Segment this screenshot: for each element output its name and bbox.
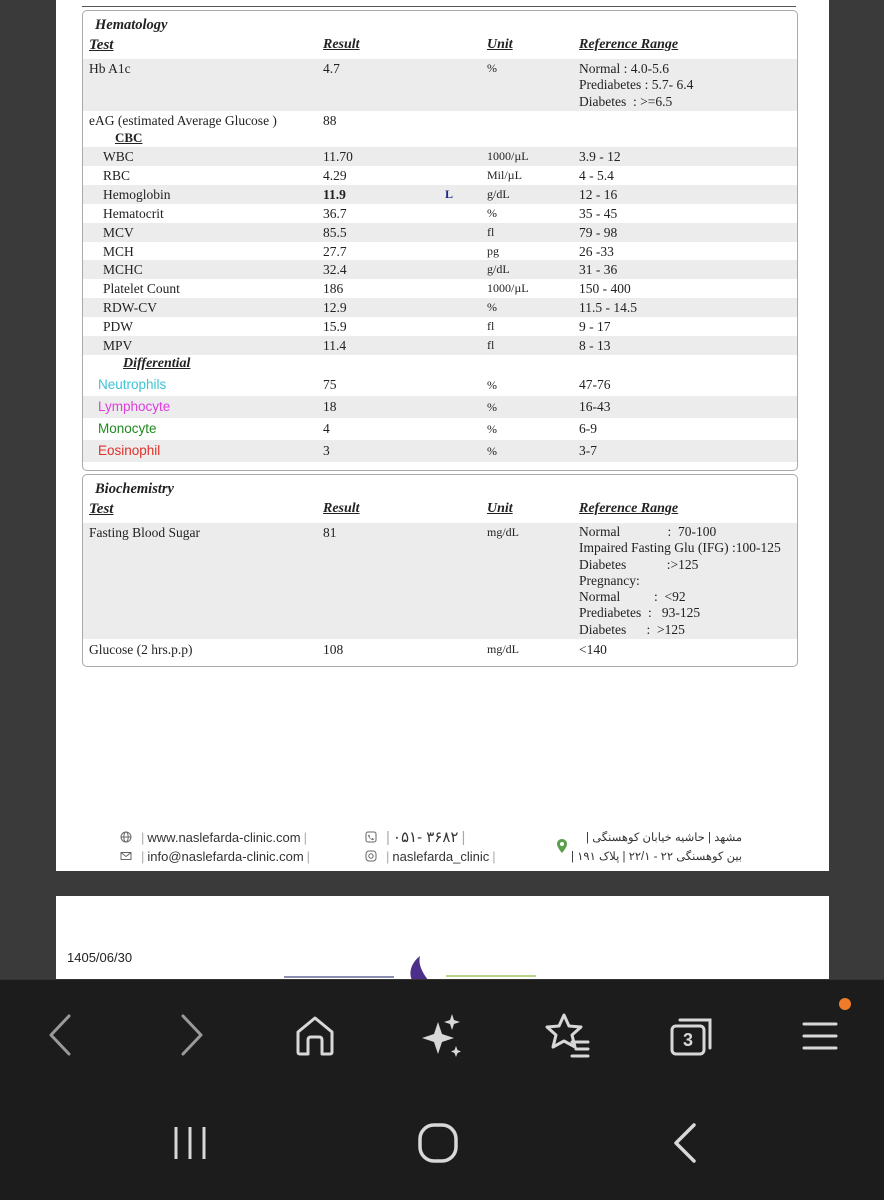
test-name: Hematocrit (103, 205, 164, 221)
test-unit: % (487, 61, 497, 75)
table-row (83, 279, 797, 298)
tabs-button[interactable] (666, 1010, 716, 1060)
test-name: MCH (103, 243, 134, 259)
header-unit: Unit (487, 37, 513, 52)
test-unit: 1000/µL (487, 149, 529, 163)
test-result: 3 (323, 443, 330, 458)
table-row (83, 260, 797, 279)
table-row (83, 111, 797, 130)
test-name: Fasting Blood Sugar (89, 525, 201, 540)
test-unit: mg/dL (487, 525, 519, 539)
test-result: 27.7 (323, 243, 347, 259)
footer-website[interactable]: | www.naslefarda-clinic.com | (120, 830, 310, 845)
table-row (83, 418, 797, 440)
clinic-logo (406, 954, 430, 979)
test-reference: 3.9 - 12 (579, 149, 621, 164)
test-unit: % (487, 205, 497, 220)
test-unit: fl (487, 338, 495, 352)
test-reference: 16-43 (579, 399, 611, 414)
test-reference: 3-7 (579, 443, 597, 458)
home-icon[interactable] (290, 1010, 340, 1060)
test-flag: L (445, 186, 454, 201)
test-unit: % (487, 422, 497, 436)
biochemistry-section (82, 474, 798, 667)
test-result: 18 (323, 399, 337, 414)
mail-icon (120, 850, 132, 862)
website-text: www.naslefarda-clinic.com (147, 830, 301, 845)
test-result: 4.29 (323, 167, 347, 183)
test-result: 15.9 (323, 319, 347, 335)
footer-phone[interactable]: | ۰۵۱- ۳۶۸۲ | (365, 828, 468, 846)
forward-arrow-icon[interactable] (166, 1010, 216, 1060)
test-reference: 12 - 16 (579, 186, 618, 202)
test-name: Lymphocyte (98, 399, 171, 414)
footer-address-line1: مشهد | حاشیه خیابان کوهسنگی | (586, 832, 742, 844)
test-unit: Mil/µL (487, 167, 522, 182)
test-result: 81 (323, 525, 337, 540)
test-reference: 26 -33 (579, 243, 614, 259)
table-row (83, 374, 797, 396)
menu-icon (796, 1010, 846, 1060)
globe-icon (120, 831, 132, 843)
section-title: Biochemistry (95, 481, 174, 497)
test-unit: fl (487, 319, 495, 334)
test-unit: fl (487, 224, 495, 239)
test-name: RBC (103, 167, 131, 183)
recent-apps-icon[interactable] (162, 1115, 218, 1171)
test-name: Platelet Count (103, 281, 180, 297)
test-reference: 31 - 36 (579, 262, 618, 278)
header-test: Test (89, 501, 114, 517)
phone-text: ۰۵۱- ۳۶۸۲ (392, 829, 459, 846)
test-unit: % (487, 444, 497, 458)
table-row (83, 523, 797, 639)
test-unit: % (487, 378, 497, 392)
test-name: MPV (103, 338, 133, 353)
report-page-1 (56, 0, 829, 871)
test-reference: <140 (579, 642, 607, 657)
test-reference: 4 - 5.4 (579, 167, 614, 183)
test-result: 11.9 (323, 186, 346, 202)
email-text: info@naslefarda-clinic.com (147, 849, 304, 864)
test-reference: 47-76 (579, 377, 611, 392)
test-result: 11.70 (323, 149, 353, 164)
table-row (83, 223, 797, 242)
location-pin-icon (556, 838, 568, 854)
table-row (83, 336, 797, 355)
report-page-2 (56, 896, 829, 979)
test-name: Hemoglobin (103, 186, 171, 202)
test-unit: g/dL (487, 262, 510, 277)
test-name: Hb A1c (89, 61, 131, 76)
table-row (83, 185, 797, 204)
test-name: PDW (103, 319, 133, 335)
test-reference: 9 - 17 (579, 319, 611, 335)
test-reference: 150 - 400 (579, 281, 631, 297)
test-result: 11.4 (323, 338, 347, 353)
section-title: Hematology (95, 17, 168, 33)
test-name: Glucose (2 hrs.p.p) (89, 642, 193, 657)
table-row (83, 317, 797, 336)
test-unit: g/dL (487, 186, 510, 201)
test-unit: mg/dL (487, 642, 519, 656)
test-unit: % (487, 400, 497, 414)
test-unit: % (487, 300, 497, 315)
test-name: WBC (103, 149, 134, 164)
test-result: 36.7 (323, 205, 347, 221)
differential-label: Differential (123, 356, 191, 371)
test-unit: 1000/µL (487, 281, 529, 296)
test-reference: 79 - 98 (579, 224, 618, 240)
hematology-section (82, 10, 798, 471)
test-name: Eosinophil (98, 443, 161, 458)
table-row (83, 242, 797, 261)
table-row (83, 204, 797, 223)
test-result: 186 (323, 281, 344, 297)
table-row (83, 166, 797, 185)
table-row (83, 147, 797, 166)
test-reference: 35 - 45 (579, 205, 618, 221)
test-result: 4 (323, 421, 330, 436)
header-unit: Unit (487, 501, 513, 516)
test-name: Monocyte (98, 421, 157, 436)
test-result: 108 (323, 642, 344, 657)
test-result: 75 (323, 377, 337, 392)
header-test: Test (89, 37, 114, 53)
table-row (83, 396, 797, 418)
test-name: MCHC (103, 262, 143, 278)
test-result: 85.5 (323, 224, 347, 240)
top-border (82, 0, 796, 7)
cbc-label: CBC (115, 130, 143, 145)
menu-button[interactable] (796, 1010, 846, 1060)
phone-icon (365, 831, 377, 843)
tab-count: 3 (682, 1030, 693, 1050)
test-name: eAG (estimated Average Glucose ) (89, 113, 277, 128)
star-list-icon[interactable] (542, 1010, 592, 1060)
test-result: 12.9 (323, 300, 347, 316)
test-reference: 8 - 13 (579, 338, 611, 353)
table-row (83, 298, 797, 317)
instagram-text: naslefarda_clinic (392, 849, 490, 864)
footer-instagram[interactable]: | naslefarda_clinic | (365, 849, 499, 864)
header-reference: Reference Range (579, 501, 679, 516)
test-reference: 6-9 (579, 421, 597, 436)
table-row (83, 440, 797, 462)
test-name: RDW-CV (103, 300, 157, 316)
instagram-icon (365, 850, 377, 862)
footer-address-line2: بین کوهسنگی ۲۲ - ۲۲/۱ | پلاک ۱۹۱ | (571, 851, 742, 863)
test-reference: Normal : 4.0-5.6 Prediabetes : 5.7- 6.4 Diabetes : >=6.5 (579, 61, 694, 109)
header-reference: Reference Range (579, 37, 679, 52)
test-reference: Normal : 70-100 Impaired Fasting Glu (IFG) :100-125 Diabetes :>125 Pregnancy: Normal : <92 Prediabetes : 93-125 Diabetes : >125 (579, 524, 781, 637)
back-arrow-icon[interactable] (36, 1010, 86, 1060)
table-row (83, 59, 797, 111)
header-result: Result (323, 37, 360, 52)
footer-email[interactable]: | info@naslefarda-clinic.com | (120, 849, 313, 864)
test-unit: pg (487, 243, 499, 258)
test-result: 88 (323, 113, 337, 128)
test-reference: 11.5 - 14.5 (579, 300, 637, 316)
table-row (83, 640, 797, 659)
test-result: 4.7 (323, 61, 340, 76)
test-name: Neutrophils (98, 377, 167, 392)
notification-dot (839, 998, 851, 1010)
test-result: 32.4 (323, 262, 347, 278)
test-name: MCV (103, 224, 134, 240)
header-result: Result (323, 501, 360, 516)
logo-wordmark (446, 971, 536, 979)
home-nav-icon[interactable] (410, 1115, 466, 1171)
back-nav-icon[interactable] (658, 1115, 714, 1171)
sparkles-icon[interactable] (416, 1010, 466, 1060)
report-date: 1405/06/30 (67, 950, 133, 965)
